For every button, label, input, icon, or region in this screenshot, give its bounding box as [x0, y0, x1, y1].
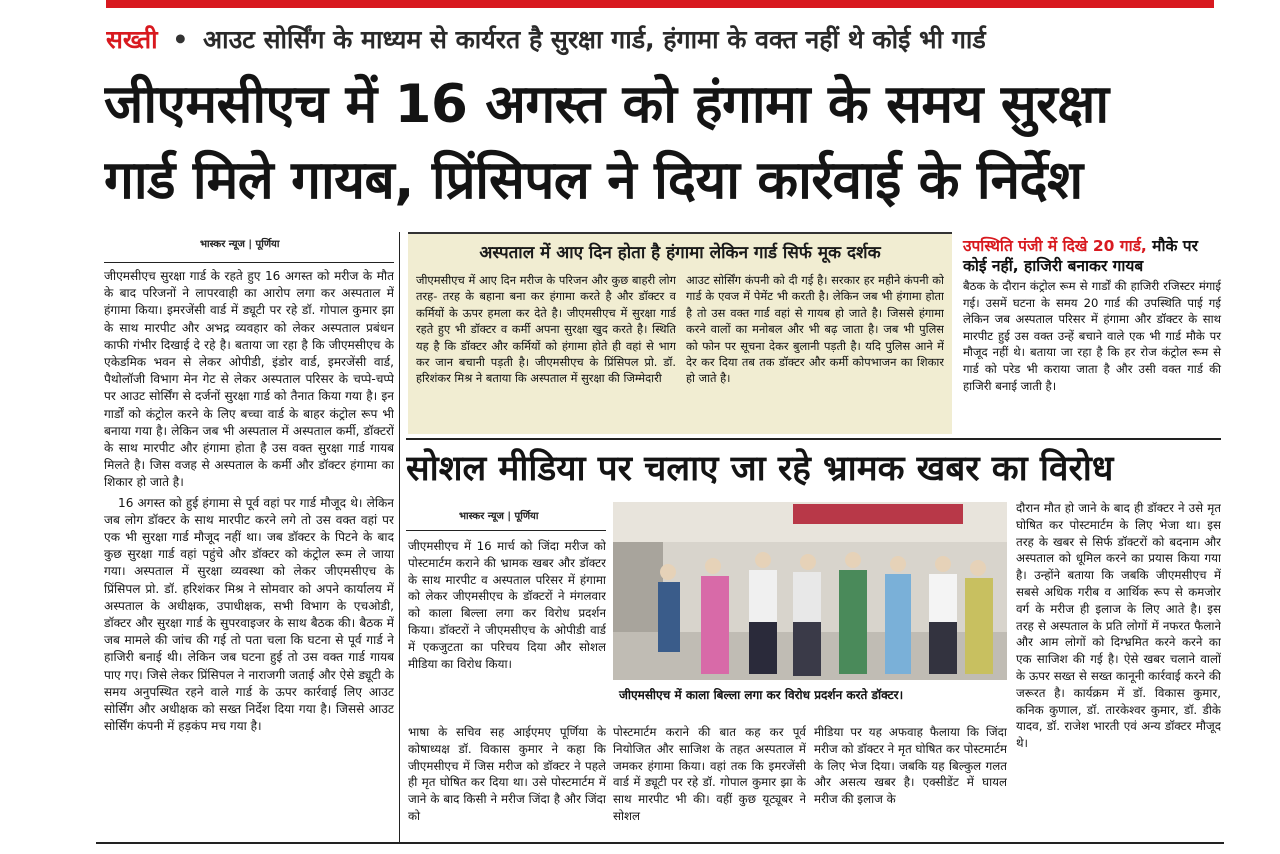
side-headline-black: मौके पर कोई नहीं, हाजिरी बनाकर गायब: [963, 237, 1198, 275]
story2-column-3: मीडिया पर यह अफवाह फैलाया कि जिंदा मरीज को डॉक्टर ने मृत घोषित कर पोस्टमार्टम के लिए भेज दिया। जबकि यह बिल्कुल गलत और असत्य खबर है। एक्सीडेंट में घायल मरीज की इलाज के: [814, 725, 1007, 807]
story1-rule: [104, 262, 394, 263]
story1-paragraph-1: जीएमसीएच सुरक्षा गार्ड के रहते हुए 16 अगस्त को मरीज के मौत के बाद परिजनों ने लापरवाही का आरोप लगा कर अस्पताल में हंगामा किया। इमरजेंसी वार्ड में ड्यूटी पर रहे डॉ. गोपाल कुमार झा के साथ मारपीट और अभद्र व्यवहार को लेकर अस्पताल प्रबंधन काफी गंभीर दिखाई दे रहे है। बताया जा रहा है कि जीएमसीएच के एकेडमिक भवन से लेकर ओपीडी, इंडोर वार्ड, इमरजेंसी वार्ड, पैथोलॉजी विभाग मेन गेट से लेकर अस्पताल परिसर के चप्पे-चप्पे पर आउट सोर्सिंग से दर्जनों सुरक्षा गार्ड को तैनात किया गया है। इन गार्डों को कंट्रोल करने के लिए बच्चा वार्ड के बाहर कंट्रोल रूप भी बनाया गया है। लेकिन जब भी अस्पताल में अस्पताल कर्मी, डॉक्टरों के साथ मारपीट और हंगामा होता है उस वक्त सुरक्षा गार्ड गायब मिलते है। जिस वजह से अस्पताल के कर्मी और डॉक्टर हंगामा का शिकार हो जाते है।: [104, 269, 394, 490]
photo-illustration: [613, 502, 1007, 680]
photo-caption: जीएमसीएच में काला बिल्ला लगा कर विरोध प्रदर्शन करते डॉक्टर।: [613, 683, 1007, 707]
headline-line-2: गार्ड मिले गायब, प्रिंसिपल ने दिया कार्रवाई के निर्देश: [104, 150, 1083, 211]
kicker-line: [106, 22, 1216, 56]
headline-line-1: जीएमसीएच में 16 अगस्त को हंगामा के समय सुरक्षा: [104, 74, 1109, 135]
story1-byline: भास्कर न्यूज | पूर्णिया: [200, 239, 280, 250]
side-headline: [963, 236, 1221, 276]
story2-column-1-top: जीएमसीएच में 16 मार्च को जिंदा मरीज को पोस्टमार्टम कराने की भ्रामक खबर और डॉक्टर के साथ मारपीट व अस्पताल परिसर में हंगामा को लेकर जीएमसीएच के डॉक्टरों ने मंगलवार को काला बिल्ला लगा कर विरोध प्रदर्शन किया। डॉक्टरों ने जीएमसीएच के ओपीडी वार्ड में एकजुटता का परिचय दिया और सोशल मीडिया का विरोध किया।: [408, 539, 606, 671]
story2-column-1-bottom: भाषा के सचिव सह आईएमए पूर्णिया के कोषाध्यक्ष डॉ. विकास कुमार ने कहा कि जीएमसीएच में जिस मरीज को डॉक्टर ने पहले ही मृत घोषित कर दिया था। उसे पोस्टमार्टम में जाने के बाद किसी ने मरीज जिंदा है और जिंदा को: [408, 725, 606, 823]
protest-photo: [613, 502, 1007, 680]
kicker-text: आउट सोर्सिंग के माध्यम से कार्यरत है सुरक्षा गार्ड, हंगामा के वक्त नहीं थे कोई भी गार्ड: [203, 25, 986, 54]
story2-headline: सोशल मीडिया पर चलाए जा रहे भ्रामक खबर का विरोध: [406, 449, 1114, 489]
info-box: [408, 232, 952, 434]
info-box-column-1: जीएमसीएच में आए दिन मरीज के परिजन और कुछ बाहरी लोग तरह- तरह के बहाना बना कर हंगामा करते है और डॉक्टर व कर्मियों के ऊपर हमला कर देते है। जीएमसीएच में सुरक्षा गार्ड रहते हुए भी डॉक्टर व कर्मी अपना सुरक्षा खुद करते है। स्थिति यह है कि डॉक्टर और कर्मियों को हंगामा होते ही वहां से भाग कर जान बचानी पड़ती है। जीएमसीएच के प्रिंसिपल प्रो. डॉ. हरिशंकर मिश्र ने बताया कि अस्पताल में सुरक्षा की जिम्मेदारी: [416, 273, 676, 386]
column-divider: [399, 232, 400, 842]
story2-column-2: पोस्टमार्टम कराने की बात कह कर पूर्व नियोजित और साजिश के तहत अस्पताल में जमकर हंगामा किया। वहां तक कि इमरजेंसी वार्ड में ड्यूटी पर रहे डॉ. गोपाल कुमार झा के साथ मारपीट भी की। वहीं कुछ यूट्यूबर ने सोशल: [613, 725, 806, 823]
kicker-bullet: •: [172, 25, 189, 54]
story1-paragraph-2: 16 अगस्त को हुई हंगामा से पूर्व वहां पर गार्ड मौजूद थे। लेकिन जब लोग डॉक्टर के साथ मारपीट करने लगे तो उस वक्त वहां पर एक भी सुरक्षा गार्ड मौजूद नहीं था। जब डॉक्टर के पिटने के बाद कुछ सुरक्षा गार्ड वहां पहुंचे और डॉक्टर को कंट्रोल रूम ले जाया गया। अस्पताल में सुरक्षा व्यवस्था को लेकर जीएमसीएच के प्रिंसिपल प्रो. डॉ. हरिशंकर मिश्र ने सोमवार को अपने कार्यालय में अस्पताल के अधीक्षक, उपाधीक्षक, सभी विभाग के एचओडी, डॉक्टर और सुरक्षा गार्ड के सुपरवाइजर के साथ बैठक की। बैठक में जब मामले की जांच की गई तो पता चला कि घटना से पूर्व गार्ड ने हाजिरी बनाई थी। लेकिन जब घटना हुई तो उस वक्त गार्ड गायब पाए गए। जिसे लेकर प्रिंसिपल ने नाराजगी जताई और ऐसे ड्यूटी के समय अनुपस्थित रहने वाले गार्ड के ऊपर कार्रवाई लिए आउट सोर्सिंग और अधीक्षक को सख्त निर्देश दिया गया है। जिससे आउट सोर्सिंग कंपनी में हड़कंप मच गया है।: [104, 495, 394, 734]
side-body: बैठक के दौरान कंट्रोल रूम से गार्डों की हाजिरी रजिस्टर मंगाई गई। उसमें घटना के समय 20 गार्ड की उपस्थिति पाई गई लेकिन जब अस्पताल परिसर में हंगामा और डॉक्टर के साथ मारपीट हुई उस वक्त उन्हें बचाने वाले एक भी गार्ड मौके पर मौजूद नहीं थे। बताया जा रहा है कि हर रोज कंट्रोल रूम से गार्ड को परेड भी कराया जाता है और उसी वक्त गार्ड की हाजिरी बनाई जाती है।: [963, 279, 1221, 393]
kicker-tag: सख्ती: [106, 25, 158, 54]
info-box-title: अस्पताल में आए दिन होता है हंगामा लेकिन गार्ड सिर्फ मूक दर्शक: [479, 243, 881, 263]
bottom-rule: [96, 842, 1224, 844]
story2-top-rule: [406, 438, 1221, 440]
story1-column: [104, 268, 394, 842]
side-headline-red: उपस्थिति पंजी में दिखे 20 गार्ड,: [963, 237, 1147, 255]
story2-byline: भास्कर न्यूज | पूर्णिया: [459, 511, 539, 522]
story2-byline-rule: [406, 530, 606, 531]
story2-column-4: दौरान मौत हो जाने के बाद ही डॉक्टर ने उसे मृत घोषित कर पोस्टमार्टम के लिए भेजा था। इस तरह के खबर से सिर्फ डॉक्टरों को बदनाम और अस्पताल को धूमिल करने का प्रयास किया गया है। उन्होंने बताया कि जबकि जीएमसीएच में सबसे अधिक गरीब व आर्थिक रूप से कमजोर वर्ग के मरीज ही इलाज के लिए आते है। इस तरह से अस्पताल के प्रति लोगों में नफरत फैलाने और आम लोगों को दिग्भ्रमित करने करने का एक साजिश की गई है। ऐसे खबर चलाने वालों के ऊपर सख्त से सख्त कानूनी कार्रवाई करने की जरूरत है। कार्यक्रम में डॉ. विकास कुमार, कनिक कुणाल, डॉ. तारकेश्वर कुमार, डॉ. डीके यादव, डॉ. राजेश भारती एवं अन्य डॉक्टर मौजूद थे।: [1016, 501, 1221, 751]
top-red-bar: [106, 0, 1214, 8]
info-box-column-2: आउट सोर्सिंग कंपनी को दी गई है। सरकार हर महीने कंपनी को गार्ड के एवज में पेमेंट भी करती है। लेकिन जब भी हंगामा होता है तो उस वक्त गार्ड वहां से गायब हो जाते है। जिससे हंगामा करने वालों का मनोबल और भी बढ़ जाता है। जब भी पुलिस को फोन पर सूचना देकर बुलानी पड़ती है। यदि पुलिस आने में देर कर दिया तब तक डॉक्टर और कर्मी कोपभाजन का शिकार हो जाते है।: [686, 273, 944, 386]
